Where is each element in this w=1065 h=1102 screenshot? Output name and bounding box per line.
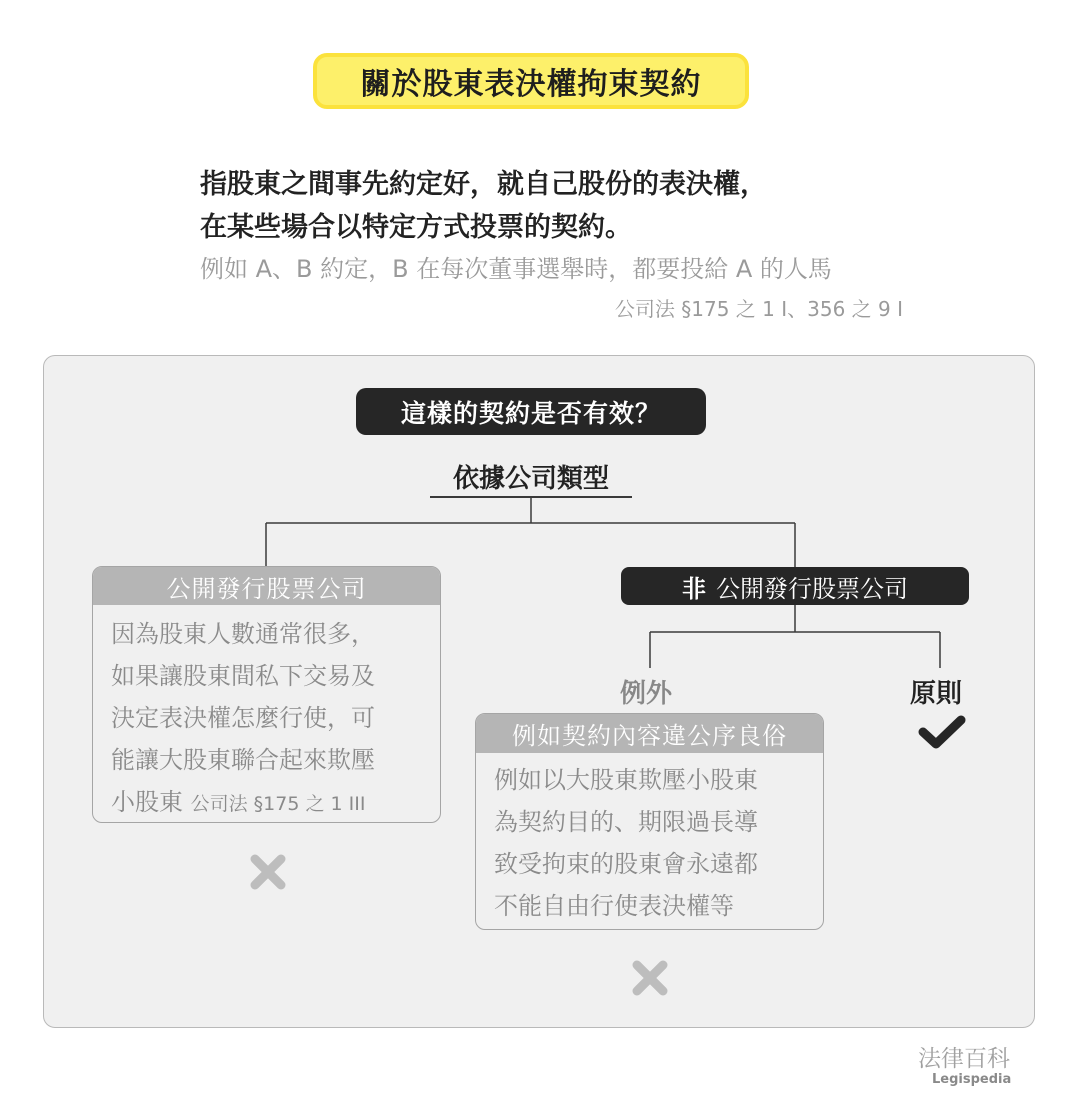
question-banner — [356, 388, 706, 435]
page-title: 關於股東表決權拘束契約 — [360, 67, 702, 102]
public-company-line: 能讓大股東聯合起來欺壓 — [111, 746, 375, 774]
principle-label: 原則 — [910, 679, 963, 709]
definition-example: 例如 A、B 約定，B 在每次董事選舉時，都要投給 A 的人馬 — [200, 255, 832, 283]
public-company-line: 如果讓股東間私下交易及 — [111, 662, 375, 690]
public-company-header — [93, 567, 440, 605]
public-company-box — [92, 566, 441, 823]
non-prefix: 非 — [682, 574, 706, 603]
criterion-text: 依據公司類型 — [452, 464, 609, 494]
public-company-last-text: 小股東 — [111, 788, 183, 816]
exception-title: 例如契約內容違公序良俗 — [512, 722, 787, 750]
definition-citation: 公司法 §175 之 1 I、356 之 9 I — [614, 297, 903, 321]
exception-line: 為契約目的、期限過長導 — [494, 808, 758, 836]
exception-box — [475, 713, 824, 930]
brand-logo: 法律百科 — [918, 1046, 1010, 1072]
public-company-citation: 公司法 §175 之 1 III — [190, 793, 366, 815]
cross-icon — [248, 852, 288, 892]
public-company-line: 因為股東人數通常很多， — [111, 620, 375, 648]
public-company-line-last — [111, 781, 440, 823]
exception-line: 不能自由行使表決權等 — [494, 892, 734, 920]
definition-line-1: 指股東之間事先約定好，就自己股份的表決權， — [200, 169, 767, 200]
public-company-line: 決定表決權怎麼行使，可 — [111, 704, 375, 732]
criterion-label — [430, 458, 632, 498]
question-text: 這樣的契約是否有效？ — [400, 398, 661, 428]
non-public-company-title: 公開發行股票公司 — [716, 574, 908, 603]
exception-header — [476, 714, 823, 753]
brand-logo-en: Legispedia — [932, 1072, 1012, 1087]
public-company-explanation — [93, 605, 440, 823]
public-company-title: 公開發行股票公司 — [166, 574, 367, 603]
exception-line: 例如以大股東欺壓小股東 — [494, 766, 758, 794]
exception-line: 致受拘束的股東會永遠都 — [494, 850, 758, 878]
cross-icon — [630, 958, 670, 998]
exception-explanation — [476, 753, 823, 927]
check-icon — [917, 712, 967, 752]
exception-label: 例外 — [620, 679, 673, 709]
non-public-company-banner — [621, 567, 969, 605]
definition-line-2: 在某些場合以特定方式投票的契約。 — [200, 212, 632, 243]
